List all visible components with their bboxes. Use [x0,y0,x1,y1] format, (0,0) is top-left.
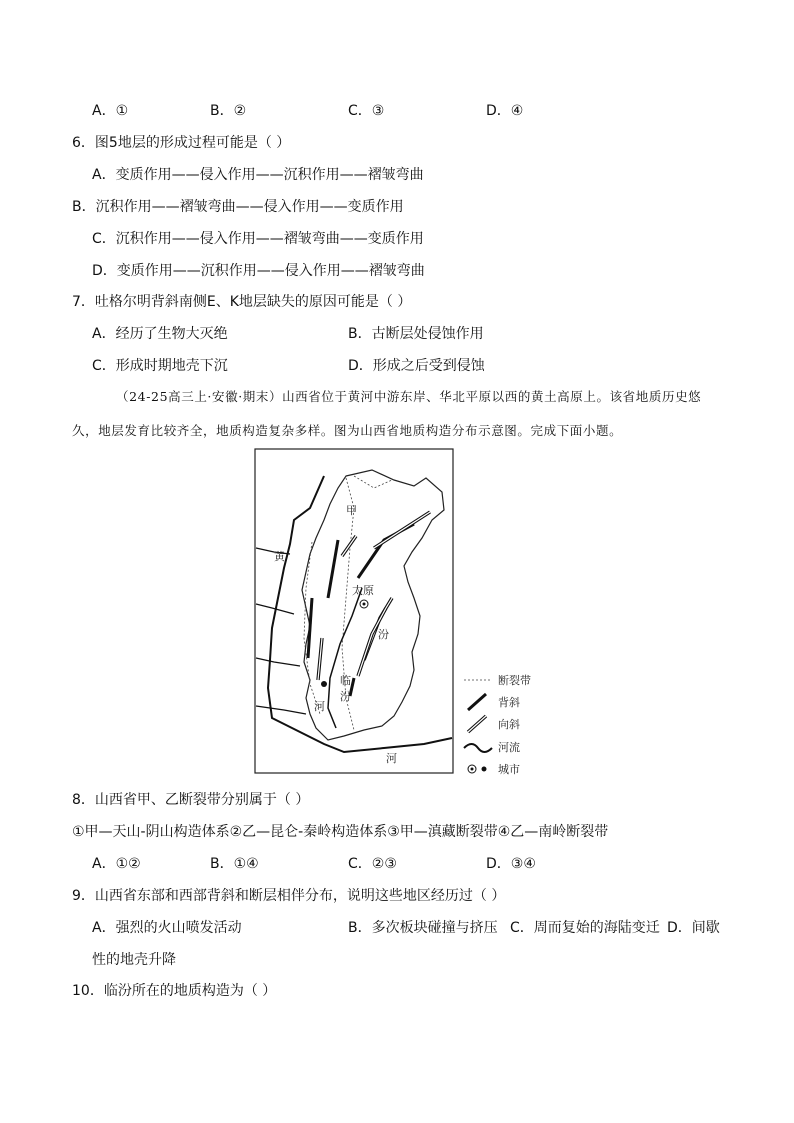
legend-anticline-icon [468,694,486,710]
passage-line-2: 久，地层发育比较齐全，地质构造复杂多样。图为山西省地质构造分布示意图。完成下面小题。 [72,423,623,438]
q5-option-a[interactable]: A．① [92,103,129,119]
q5-option-b[interactable]: B．② [210,103,247,119]
q8-stem: 8．山西省甲、乙断裂带分别属于（ ） [72,792,310,808]
q6-option-d[interactable]: D．变质作用——沉积作用——侵入作用——褶皱弯曲 [92,263,425,279]
q9-stem: 9．山西省东部和西部背斜和断层相伴分布，说明这些地区经历过（ ） [72,888,506,904]
q9-option-c[interactable]: C．周而复始的海陆变迁 [510,920,660,936]
label-he-south: 河 [386,752,397,765]
q10-stem: 10．临汾所在的地质构造为（ ） [72,983,277,999]
q7-option-c[interactable]: C．形成时期地壳下沉 [92,358,228,374]
legend-river-icon [464,744,492,752]
legend-anticline: 背斜 [498,696,520,709]
q5-option-c[interactable]: C．③ [348,103,385,119]
linfen-city-icon [321,681,327,687]
q6-stem: 6．图5地层的形成过程可能是（ ） [72,135,291,151]
q7-option-b[interactable]: B．古断层处侵蚀作用 [348,326,484,342]
q5-option-d[interactable]: D．④ [486,103,524,119]
legend-fault: 断裂带 [498,674,531,687]
label-huang: 黄 [274,550,285,563]
q8-option-a[interactable]: A．①② [92,856,141,872]
q8-option-b[interactable]: B．①④ [210,856,259,872]
label-jia: 甲 [346,504,357,517]
q9-option-d-continued: 性的地壳升降 [92,952,176,968]
q8-option-c[interactable]: C．②③ [348,856,397,872]
label-he-west: 河 [314,700,325,713]
passage-line-1: （24-25高三上·安徽·期末）山西省位于黄河中游东岸、华北平原以西的黄土高原上。该省地质历史悠 [116,389,702,404]
map-legend [464,673,531,776]
label-lin: 临 [340,674,351,687]
q9-option-b[interactable]: B．多次板块碰撞与挤压 [348,920,498,936]
q9-option-a[interactable]: A．强烈的火山喷发活动 [92,920,242,936]
q8-option-d[interactable]: D．③④ [486,856,536,872]
legend-river: 河流 [498,741,520,754]
q7-option-d[interactable]: D．形成之后受到侵蚀 [348,358,485,374]
legend-city: 城市 [498,763,520,776]
q7-option-a[interactable]: A．经历了生物大灭绝 [92,326,228,342]
q9-option-d[interactable]: D．间歇 [667,920,720,936]
q6-option-c[interactable]: C．沉积作用——侵入作用——褶皱弯曲——变质作用 [92,231,424,247]
q7-stem: 7．吐格尔明背斜南侧E、K地层缺失的原因可能是（ ） [72,294,412,310]
label-taiyuan: 太原 [352,584,374,597]
q8-statements: ①甲—天山-阴山构造体系②乙—昆仑-秦岭构造体系③甲—滇藏断裂带④乙—南岭断裂带 [72,824,609,840]
label-fen2: 汾 [340,690,351,703]
label-fen: 汾 [378,628,389,641]
legend-syncline: 向斜 [498,718,520,731]
shanxi-geology-map [254,448,554,778]
q6-option-b[interactable]: B．沉积作用——褶皱弯曲——侵入作用——变质作用 [72,199,404,215]
q6-option-a[interactable]: A．变质作用——侵入作用——沉积作用——褶皱弯曲 [92,167,424,183]
